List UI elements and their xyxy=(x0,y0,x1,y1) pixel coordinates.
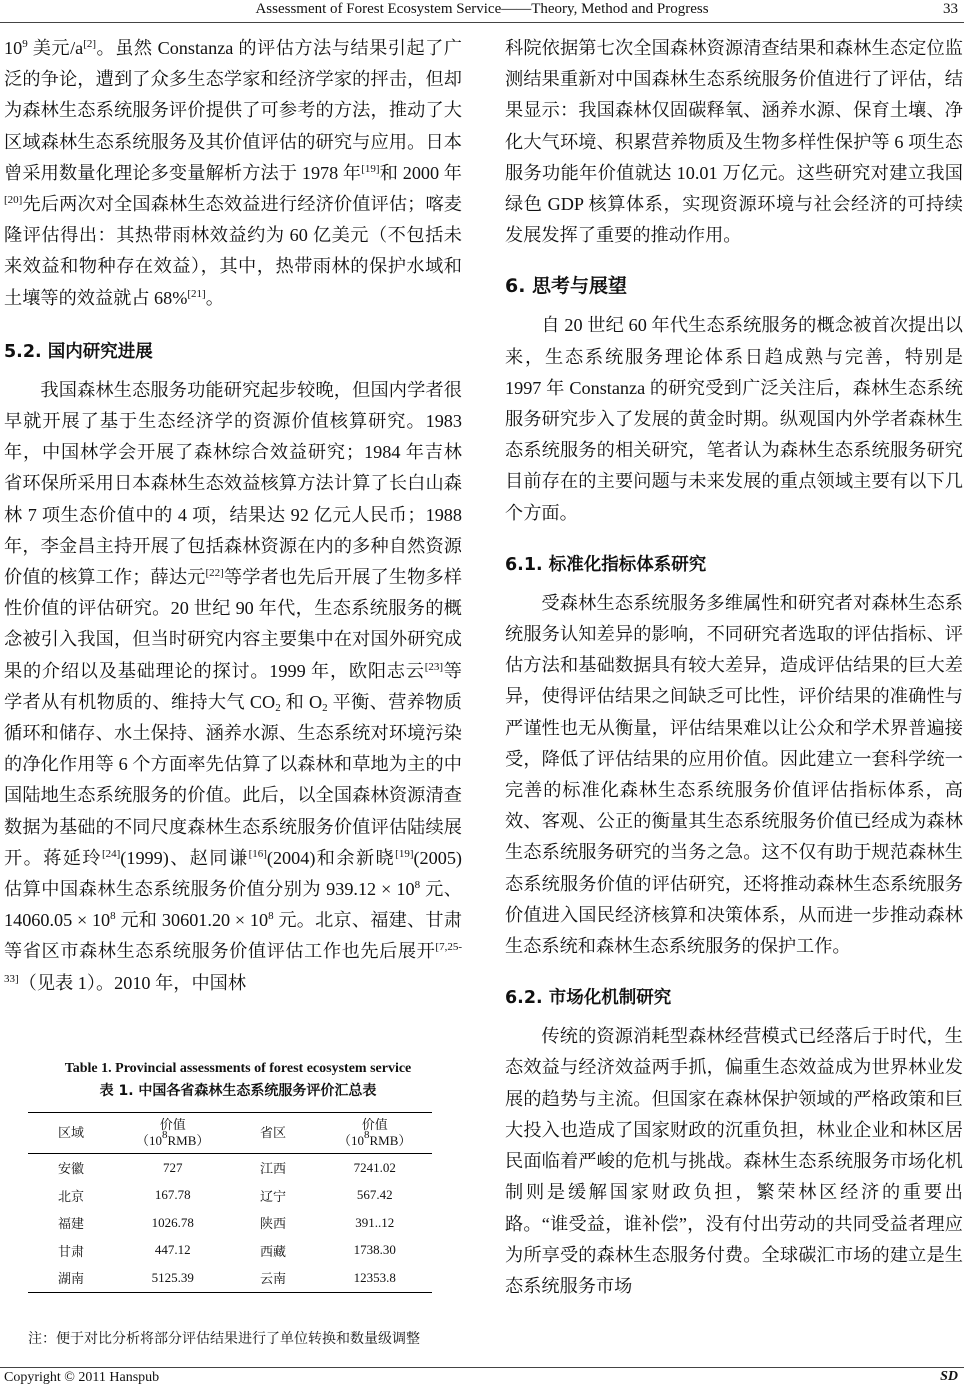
section-heading-6: 6. 思考与展望 xyxy=(505,275,628,298)
value-cell: 7241.02 xyxy=(353,1159,396,1175)
table-note: 注：便于对比分析将部分评估结果进行了单位转换和数量级调整 xyxy=(28,1332,420,1347)
region-cell: 陕西 xyxy=(259,1216,286,1232)
section-heading-6-2: 6.2. 市场化机制研究 xyxy=(505,988,672,1009)
region-cell: 湖南 xyxy=(28,1264,115,1292)
text-run: 。 xyxy=(205,287,224,308)
col-header-value: 价值 $(10^8RMB)$ xyxy=(135,1117,210,1148)
text-run: 元。北京、福建、甘肃等省区市森林生态系统服务价值评估工作也先后展开 xyxy=(4,910,462,962)
table-row xyxy=(28,1154,432,1182)
paragraph xyxy=(4,33,462,314)
col-header-region: 区域 xyxy=(58,1125,85,1140)
text-run: 科院依据第七次全国森林资源清查结果和森林生态定位监测结果重新对中国森林生态系统服务价值进行了评估，结果显示：我国森林仅固碳释氧、涵养水源、保育土壤、净化大气环境、积累营养物质及生物多样性保护等 6 项生态服务功能年价值就达 10.01 万亿元。这些研究对建立我国绿色 GDP 核算体系，实现资源环境与社会经济的可持续发展发挥了重要的推动作用。 xyxy=(505,38,963,246)
text-run: 和 2000 年 xyxy=(379,162,462,183)
province-table xyxy=(28,1112,432,1293)
text-run: (2005) 估算中国森林生态系统服务价值分别为 939.12 × 10 xyxy=(4,847,462,900)
text-run: (2004)和余新晓 xyxy=(266,847,396,868)
superscript: [19] xyxy=(395,847,414,860)
page-number: 33 xyxy=(943,1,958,17)
region-cell: 北京 xyxy=(58,1188,85,1204)
superscript: [21] xyxy=(187,287,206,300)
table-row xyxy=(28,1237,432,1265)
superscript: [20] xyxy=(4,194,23,207)
region-cell: 福建 xyxy=(58,1216,85,1232)
paragraph xyxy=(505,1021,963,1302)
paragraph xyxy=(505,310,963,528)
value-cell: 1738.30 xyxy=(353,1242,396,1258)
value-cell: 12353.8 xyxy=(317,1264,432,1292)
section-heading-5-2: 5.2. 国内研究进展 xyxy=(4,341,153,362)
value-cell: 1026.78 xyxy=(151,1214,194,1230)
text-run: 元、14060.05 × 10 xyxy=(4,879,462,931)
text-run: 平衡、营养物质循环和储存、水土保持、涵养水源、生态系统对环境污染的净化作用等 6 个方面率先估算了以森林和草地为主的中国陆地生态系统服务的价值。此后，以全国森林资源清查数据为基础的不同尺度森林生态系统服务价值评估陆续展开。蒋延玲 xyxy=(4,691,462,868)
text-run: 元和 30601.20 × 10 xyxy=(115,910,269,931)
superscript: 8 xyxy=(268,910,274,923)
region-cell: 甘肃 xyxy=(58,1243,85,1259)
text-run: 等学者从有机物质的、维持大气 CO xyxy=(4,660,462,712)
value-cell: 727 xyxy=(162,1159,183,1175)
superscript: [19] xyxy=(361,162,380,175)
value-cell: 447.12 xyxy=(154,1242,191,1258)
subscript: 2 xyxy=(275,701,281,714)
region-cell: 西藏 xyxy=(259,1243,286,1259)
text-run: 受森林生态系统服务多维属性和研究者对森林生态系统服务认知差异的影响，不同研究者选取的评估指标、评估方法和基础数据具有较大差异，造成评估结果的巨大差异，使得评估结果之间缺乏可比性，评价结果的准确性与严谨性也无从衡量，评估结果难以让公众和学术界普遍接受，降低了评估结果的应用价值。因此建立一套科学统一完善的标准化森林生态系统服务价值评估指标体系，高效、客观、公正的衡量其生态系统服务价值已经成为森林生态系统服务研究的当务之急。这不仅有助于规范森林生态系统服务价值的评估研究，还将推动森林生态系统服务价值进入国民经济核算和决策体系，从而进一步推动森林生态系统和森林生态系统服务的保护工作。 xyxy=(505,592,963,957)
right-column xyxy=(505,33,963,1302)
superscript: [16] xyxy=(248,847,267,860)
superscript: 9 xyxy=(22,38,28,50)
text-run: 。虽然 Constanza 的评估方法与结果引起了广泛的争论，遭到了众多生态学家和经济学家的抨击，但却为森林生态系统服务评价提供了可参考的方法，推动了大区域森林生态系统服务及其价值评估的研究与应用。日本曾采用数量化理论多变量解析方法于 1978 年 xyxy=(4,38,462,183)
running-title: Assessment of Forest Ecosystem Service——Theory, Method and Progress xyxy=(255,1,709,17)
superscript: 8 xyxy=(414,879,421,892)
text-run: （见表 1）。2010 年，中国林 xyxy=(18,972,247,993)
text-run: 自 20 世纪 60 年代生态系统服务的概念被首次提出以来，生态系统服务理论体系日趋成熟与完善，特别是 1997 年 Constanza 的研究受到广泛关注后，森林生态系统服务研究步入了发展的黄金时期。纵观国内外学者森林生态系统服务的相关研究，笔者认为森林生态系统服务研究目前存在的主要问题与未来发展的重点领域主要有以下几个方面。 xyxy=(505,315,963,523)
col-header-province: 省区 xyxy=(259,1125,286,1140)
value-cell: 5125.39 xyxy=(115,1264,230,1292)
text-run: 等学者也先后开展了生物多样性价值的评估研究。20 世纪 90 年代，生态系统服务的概念被引入我国，但当时研究内容主要集中在对国外研究成果的介绍以及基础理论的探讨。1999 年，欧阳志云 xyxy=(4,567,462,681)
text-run: 10 xyxy=(4,38,23,58)
table-row xyxy=(28,1209,432,1237)
journal-abbrev: SD xyxy=(940,1369,958,1384)
col-header-value-2: 价值 $(10^8RMB)$ xyxy=(337,1117,412,1148)
text-run: 我国森林生态服务功能研究起步较晚，但国内学者很早就开展了基于生态经济学的资源价值核算研究。1983 年，中国林学会开展了森林综合效益研究；1984 年吉林省环保所采用日本森林生态效益核算方法计算了长白山森林 7 项生态价值中的 4 项，结果达 92 亿元人民币；1988 年，李金昌主持开展了包括森林资源在内的多种自然资源价值的核算工作；薛达元 xyxy=(4,379,462,588)
running-header xyxy=(0,0,964,23)
copyright: Copyright © 2011 Hanspub xyxy=(4,1370,160,1385)
table-caption-en: Table 1. Provincial assessments of forest ecosystem service xyxy=(64,1061,412,1076)
table-row xyxy=(28,1264,432,1292)
paragraph xyxy=(4,375,462,999)
region-cell: 安徽 xyxy=(58,1161,85,1177)
superscript: [24] xyxy=(101,847,121,860)
table-1 xyxy=(28,1058,448,1293)
table-header-row xyxy=(28,1113,432,1154)
section-heading-6-1: 6.1. 标准化指标体系研究 xyxy=(505,554,707,575)
superscript: 8 xyxy=(110,910,116,923)
left-column xyxy=(4,33,462,999)
text-run: 传统的资源消耗型森林经营模式已经落后于时代，生态效益与经济效益两手抓，偏重生态效益成为世界林业发展的趋势与主流。但国家在森林保护领域的严格政策和巨大投入也造成了国家财政的沉重负担，林业企业和林区居民面临着严峻的危机与挑战。森林生态系统服务市场化机制则是缓解国家财政负担，繁荣林区经济的重要出路。“谁受益，谁补偿”，没有付出劳动的共同受益者理应为所享受的森林生态服务付费。全球碳汇市场的建立是生态系统服务市场 xyxy=(505,1026,963,1296)
footer xyxy=(0,1367,964,1386)
subscript: 2 xyxy=(322,701,328,714)
text-run: (1999)、赵同谦 xyxy=(120,847,249,868)
value-cell: 167.78 xyxy=(154,1187,191,1203)
region-cell: 辽宁 xyxy=(259,1188,286,1204)
paragraph xyxy=(505,33,963,251)
text-run: 先后两次对全国森林生态效益进行经济价值评估；喀麦隆评估得出：其热带雨林效益约为 60 亿美元（不包括未来效益和物种存在效益），其中，热带雨林的保护水域和土壤等的效益就占 68% xyxy=(4,194,462,308)
superscript: [23] xyxy=(424,660,444,673)
superscript: [2] xyxy=(83,38,97,50)
superscript: [7,25-33] xyxy=(4,941,462,985)
text-run: 美元/a xyxy=(27,38,84,58)
paragraph xyxy=(505,588,963,962)
value-cell: 391..12 xyxy=(355,1214,395,1230)
region-cell: 江西 xyxy=(259,1161,286,1177)
region-cell: 云南 xyxy=(230,1264,317,1292)
table-row xyxy=(28,1182,432,1210)
value-cell: 567.42 xyxy=(356,1187,393,1203)
superscript: [22] xyxy=(205,567,224,580)
text-run: 和 O xyxy=(280,691,323,712)
table-caption-cn: 表 1. 中国各省森林生态系统服务评价汇总表 xyxy=(99,1083,377,1099)
